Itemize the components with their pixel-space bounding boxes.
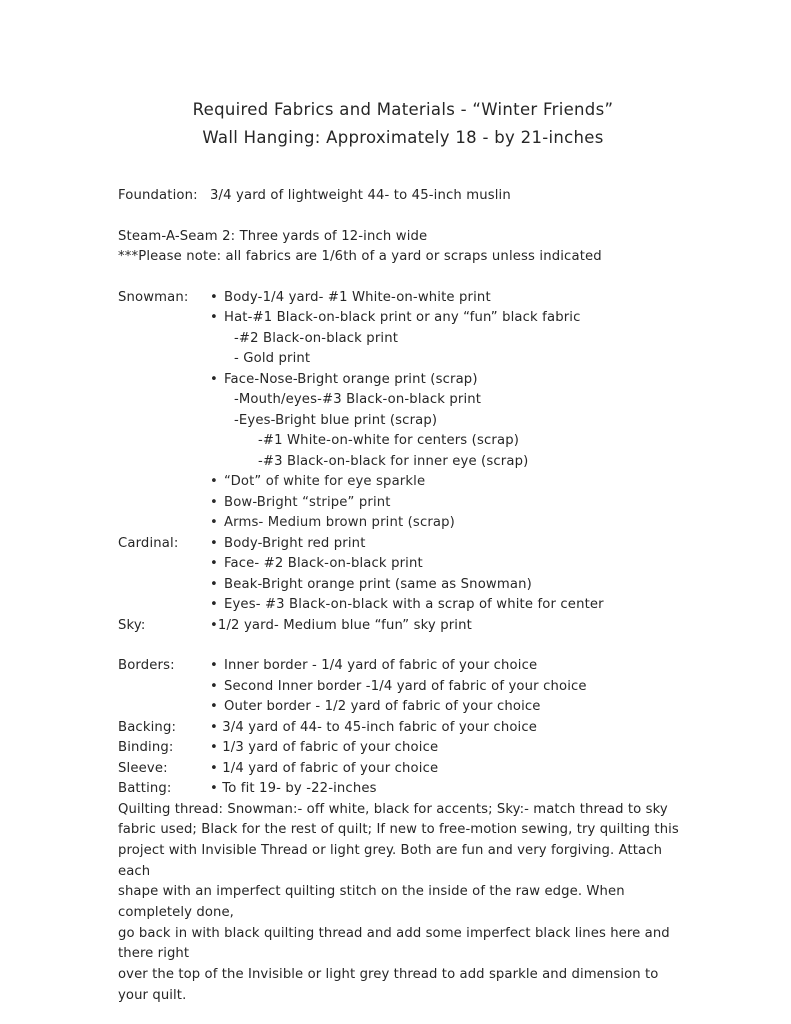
list-item bbox=[234, 390, 688, 411]
snowman-items-secondary bbox=[210, 472, 688, 534]
foundation-row bbox=[118, 186, 688, 207]
list-item bbox=[210, 697, 688, 718]
title-line-2: Wall Hanging: Approximately 18 - by 21-inches bbox=[202, 128, 604, 147]
list-item bbox=[210, 288, 688, 309]
list-item-text: -#1 White-on-white for centers (scrap) bbox=[258, 433, 520, 448]
page-title bbox=[118, 96, 688, 152]
bullet-glyph: • bbox=[210, 515, 218, 530]
sleeve-row bbox=[118, 759, 688, 780]
binding-label: Binding: bbox=[118, 740, 174, 755]
document-content bbox=[118, 96, 688, 1007]
borders-label: Borders: bbox=[118, 658, 175, 673]
backing-label: Backing: bbox=[118, 719, 177, 735]
list-item-text: “Dot” of white for eye sparkle bbox=[224, 474, 426, 489]
quilting-line-1: Quilting thread: Snowman:- off white, black for accents; Sky:- match thread to sky bbox=[118, 801, 668, 817]
cardinal-row bbox=[118, 534, 688, 616]
snowman-label: Snowman: bbox=[118, 289, 189, 305]
bullet-glyph: • bbox=[210, 678, 218, 694]
sky-label: Sky: bbox=[118, 617, 146, 633]
batting-label: Batting: bbox=[118, 781, 172, 796]
sky-row bbox=[118, 616, 688, 637]
borders-row bbox=[118, 656, 688, 718]
list-item bbox=[234, 411, 688, 432]
list-item bbox=[258, 431, 688, 452]
bullet-glyph: • bbox=[210, 310, 218, 325]
list-item bbox=[210, 554, 688, 575]
list-item-text: Outer border - 1/2 yard of fabric of your choice bbox=[224, 699, 541, 714]
batting-row bbox=[118, 779, 688, 800]
bullet-glyph: • bbox=[210, 597, 218, 612]
list-item-text: -Mouth/eyes-#3 Black-on-black print bbox=[234, 392, 482, 407]
bullet-glyph: • bbox=[210, 556, 218, 571]
quilting-line-4: shape with an imperfect quilting stitch on the inside of the raw edge. When completely done, bbox=[118, 884, 625, 921]
please-note-line: ***Please note: all fabrics are 1/6th of a yard or scraps unless indicated bbox=[118, 249, 602, 264]
quilting-line-3: project with Invisible Thread or light grey. Both are fun and very forgiving. Attach each bbox=[118, 842, 663, 879]
bullet-glyph: • bbox=[210, 289, 218, 305]
list-item-text: Face-Nose-Bright orange print (scrap) bbox=[224, 371, 478, 387]
list-item bbox=[210, 370, 688, 391]
bullet-glyph: • bbox=[210, 535, 218, 551]
backing-value: • 3/4 yard of 44- to 45-inch fabric of your choice bbox=[210, 719, 538, 735]
steam-a-seam-line: Steam-A-Seam 2: Three yards of 12-inch wide bbox=[118, 228, 428, 244]
bullet-glyph: • bbox=[210, 658, 218, 673]
list-item bbox=[210, 656, 688, 677]
batting-value: • To fit 19- by -22-inches bbox=[210, 781, 377, 796]
snowman-items bbox=[210, 288, 688, 473]
list-item bbox=[258, 452, 688, 473]
title-line-1: Required Fabrics and Materials - “Winter Friends” bbox=[192, 100, 614, 119]
list-item bbox=[210, 308, 688, 329]
bullet-glyph: • bbox=[210, 699, 218, 714]
list-item-text: -#2 Black-on-black print bbox=[234, 330, 399, 346]
list-item-text: Eyes- #3 Black-on-black with a scrap of white for center bbox=[224, 597, 604, 612]
list-item-text: Arms- Medium brown print (scrap) bbox=[224, 515, 455, 530]
cardinal-items bbox=[210, 534, 688, 616]
cardinal-label: Cardinal: bbox=[118, 535, 179, 551]
sleeve-label: Sleeve: bbox=[118, 760, 168, 776]
list-item-text: Body-1/4 yard- #1 White-on-white print bbox=[224, 289, 491, 305]
snowman-row bbox=[118, 288, 688, 473]
bullet-glyph: • bbox=[210, 371, 218, 387]
foundation-label: Foundation: bbox=[118, 188, 198, 203]
list-item-text: Second Inner border -1/4 yard of fabric of your choice bbox=[224, 678, 587, 694]
list-item bbox=[210, 513, 688, 534]
bullet-glyph: • bbox=[210, 576, 218, 592]
list-item-text: - Gold print bbox=[234, 351, 311, 366]
list-item-text: Hat-#1 Black-on-black print or any “fun” black fabric bbox=[224, 310, 581, 325]
foundation-value: 3/4 yard of lightweight 44- to 45-inch muslin bbox=[210, 188, 511, 203]
list-item bbox=[234, 329, 688, 350]
borders-items bbox=[210, 656, 688, 718]
list-item bbox=[210, 677, 688, 698]
list-item bbox=[234, 349, 688, 370]
list-item bbox=[210, 575, 688, 596]
list-item-text: Inner border - 1/4 yard of fabric of your choice bbox=[224, 658, 538, 673]
quilting-line-6: over the top of the Invisible or light grey thread to add sparkle and dimension to your quilt. bbox=[118, 967, 659, 1003]
list-item bbox=[210, 472, 688, 493]
list-item-text: Bow-Bright “stripe” print bbox=[224, 494, 391, 510]
list-item bbox=[210, 534, 688, 555]
list-item-text: Body-Bright red print bbox=[224, 535, 366, 551]
binding-value: • 1/3 yard of fabric of your choice bbox=[210, 740, 439, 755]
backing-row bbox=[118, 718, 688, 739]
quilting-thread-paragraph bbox=[118, 800, 688, 1007]
bullet-glyph: • bbox=[210, 494, 218, 510]
list-item bbox=[210, 595, 688, 616]
sleeve-value: • 1/4 yard of fabric of your choice bbox=[210, 760, 439, 776]
binding-row bbox=[118, 738, 688, 759]
list-item-text: Beak-Bright orange print (same as Snowman) bbox=[224, 576, 532, 592]
list-item-text: -Eyes-Bright blue print (scrap) bbox=[234, 412, 438, 428]
list-item-text: Face- #2 Black-on-black print bbox=[224, 556, 423, 571]
list-item bbox=[210, 493, 688, 514]
quilting-line-5: go back in with black quilting thread and add some imperfect black lines here and there right bbox=[118, 925, 670, 962]
bullet-glyph: • bbox=[210, 474, 218, 489]
list-item-text: -#3 Black-on-black for inner eye (scrap) bbox=[258, 453, 529, 469]
sky-value: •1/2 yard- Medium blue “fun” sky print bbox=[210, 617, 472, 633]
quilting-line-2: fabric used; Black for the rest of quilt; If new to free-motion sewing, try quilting this bbox=[118, 822, 679, 838]
